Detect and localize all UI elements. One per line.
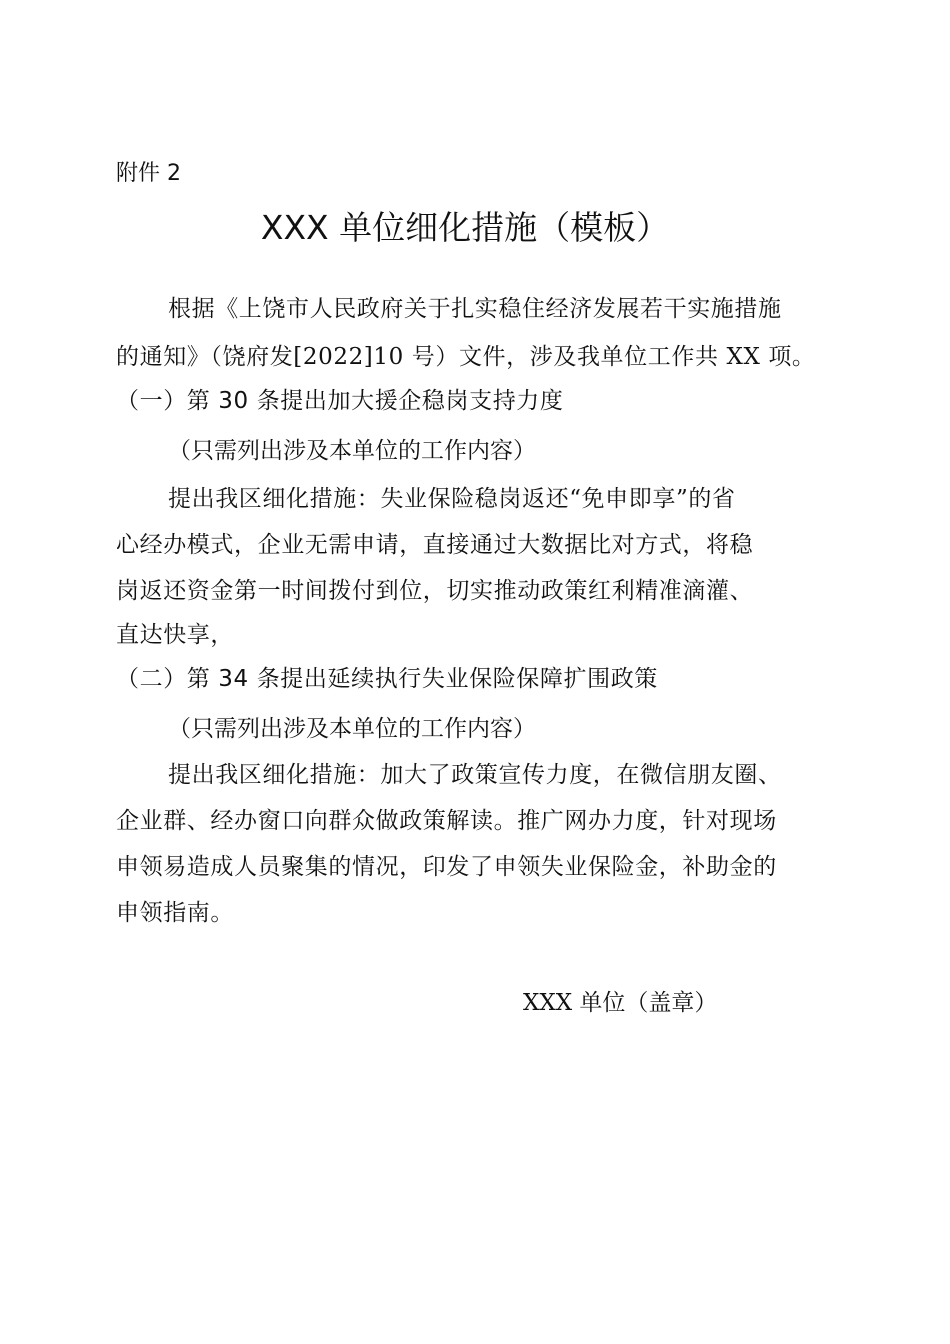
section-1-heading: （一）第 30 条提出加大援企稳岗支持力度 — [116, 388, 564, 414]
section-2-measure-line-4: 申领指南。 — [116, 900, 234, 926]
intro-line-2: 的通知》（饶府发[2022]10 号）文件，涉及我单位工作共 XX 项。 — [116, 344, 816, 370]
attachment-label: 附件 2 — [116, 161, 181, 186]
section-1-note: （只需列出涉及本单位的工作内容） — [168, 438, 536, 464]
intro-line-1: 根据《上饶市人民政府关于扎实稳住经济发展若干实施措施 — [168, 296, 782, 322]
section-1-measure-line-1: 提出我区细化措施：失业保险稳岗返还“免申即享”的省 — [168, 486, 736, 512]
section-1-measure-line-4: 直达快享， — [116, 622, 234, 648]
section-2-heading — [116, 660, 658, 693]
signature-stamp: XXX 单位（盖章） — [523, 990, 718, 1016]
section-1-measure-line-3: 岗返还资金第一时间拨付到位，切实推动政策红利精准滴灌、 — [116, 578, 754, 604]
section-2-heading-rest: 延续执行失业保险保障扩围政策 — [327, 666, 658, 692]
section-2-measure-line-1: 提出我区细化措施：加大了政策宣传力度，在微信朋友圈、 — [168, 762, 782, 788]
section-2-heading-bold: （二）第 34 条提出 — [116, 666, 328, 692]
section-2-note: （只需列出涉及本单位的工作内容） — [168, 716, 536, 742]
section-2-measure-line-3: 申领易造成人员聚集的情况，印发了申领失业保险金，补助金的 — [116, 854, 777, 880]
section-2-measure-line-2: 企业群、经办窗口向群众做政策解读。推广网办力度，针对现场 — [116, 808, 777, 834]
document-title: XXX 单位细化措施（模板） — [260, 208, 670, 247]
section-1-measure-line-2: 心经办模式，企业无需申请，直接通过大数据比对方式，将稳 — [116, 532, 754, 558]
